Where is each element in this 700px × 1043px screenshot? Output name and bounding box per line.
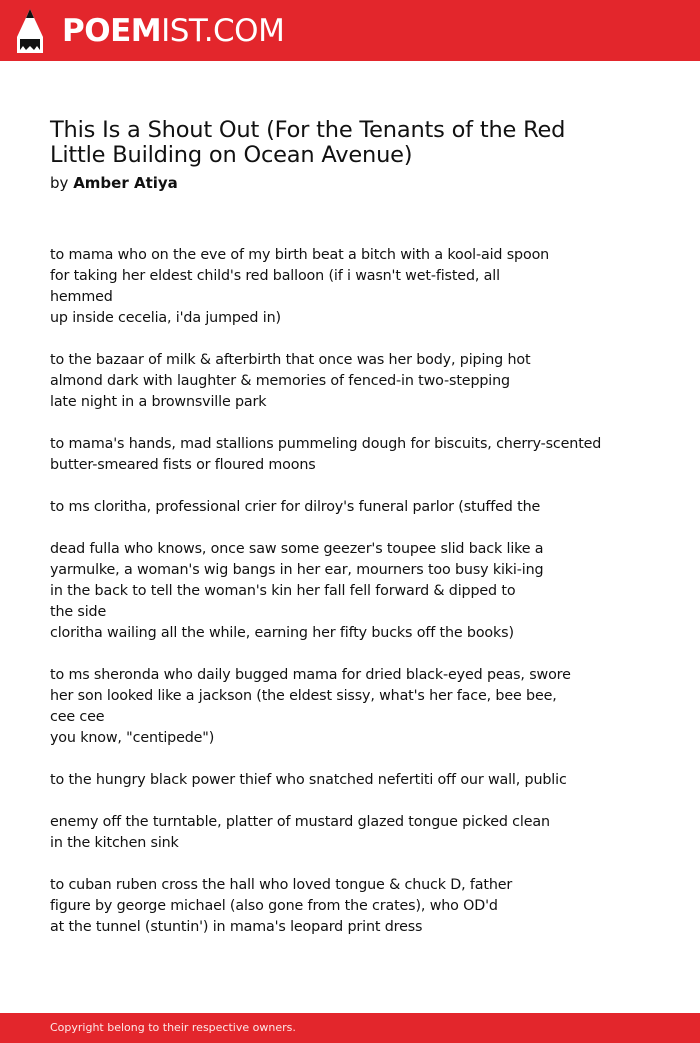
stanza-break [50,791,650,812]
poem-line: the side [50,604,107,620]
poem-line: you know, "centipede") [50,730,215,746]
stanza-break [50,413,650,434]
poem-line: to the hungry black power thief who snatched nefertiti off our wall, public [50,772,567,788]
poem-line: figure by george michael (also gone from the crates), who OD'd [50,898,498,914]
stanza-break [50,854,650,875]
author-name: Amber Atiya [73,174,178,192]
poem-title: This Is a Shout Out (For the Tenants of the Red Little Building on Ocean Avenue) [50,117,566,168]
poem-line: dead fulla who knows, once saw some geezer's toupee slid back like a [50,541,544,557]
byline [50,173,650,193]
poem-line: cloritha wailing all the while, earning her fifty bucks off the books) [50,625,514,641]
poem-line: in the back to tell the woman's kin her fall fell forward & dipped to [50,583,516,599]
poem-line: for taking her eldest child's red balloon (if i wasn't wet-fisted, all [50,268,500,284]
poem-line: late night in a brownsville park [50,394,267,410]
poem-line: in the kitchen sink [50,835,179,851]
poem-line: to mama who on the eve of my birth beat a bitch with a kool-aid spoon [50,247,550,263]
poem-line: to the bazaar of milk & afterbirth that once was her body, piping hot [50,352,531,368]
poem-line: to ms cloritha, professional crier for dilroy's funeral parlor (stuffed the [50,499,541,515]
poem-line: hemmed [50,289,113,305]
poem-line: yarmulke, a woman's wig bangs in her ear, mourners too busy kiki-ing [50,562,544,578]
logo-bold-text: POEM [62,13,162,49]
stanza-break [50,476,650,497]
stanza-break [50,329,650,350]
poem-line: to cuban ruben cross the hall who loved tongue & chuck D, father [50,877,513,893]
stanza-break [50,518,650,539]
poem-line: enemy off the turntable, platter of mustard glazed tongue picked clean [50,814,550,830]
poem-line: her son looked like a jackson (the eldest sissy, what's her face, bee bee, [50,688,557,704]
poem-body [50,245,650,938]
poem-line: up inside cecelia, i'da jumped in) [50,310,281,326]
logo-light-text: IST.COM [161,13,285,49]
site-header [0,0,700,61]
poem-line: butter-smeared fists or floured moons [50,457,316,473]
by-label: by [50,174,69,192]
poem-line: cee cee [50,709,105,725]
poem-line: at the tunnel (stuntin') in mama's leopard print dress [50,919,423,935]
stanza-break [50,644,650,665]
stanza-break [50,749,650,770]
site-footer [0,1013,700,1043]
site-logo[interactable] [62,10,284,52]
pencil-icon[interactable] [17,9,43,53]
poem-content [50,118,650,938]
poem-line: to ms sheronda who daily bugged mama for dried black-eyed peas, swore [50,667,571,683]
poem-line: almond dark with laughter & memories of fenced-in two-stepping [50,373,510,389]
poem-line: to mama's hands, mad stallions pummeling dough for biscuits, cherry-scented [50,436,602,452]
copyright-text: Copyright belong to their respective owners. [50,1021,296,1034]
